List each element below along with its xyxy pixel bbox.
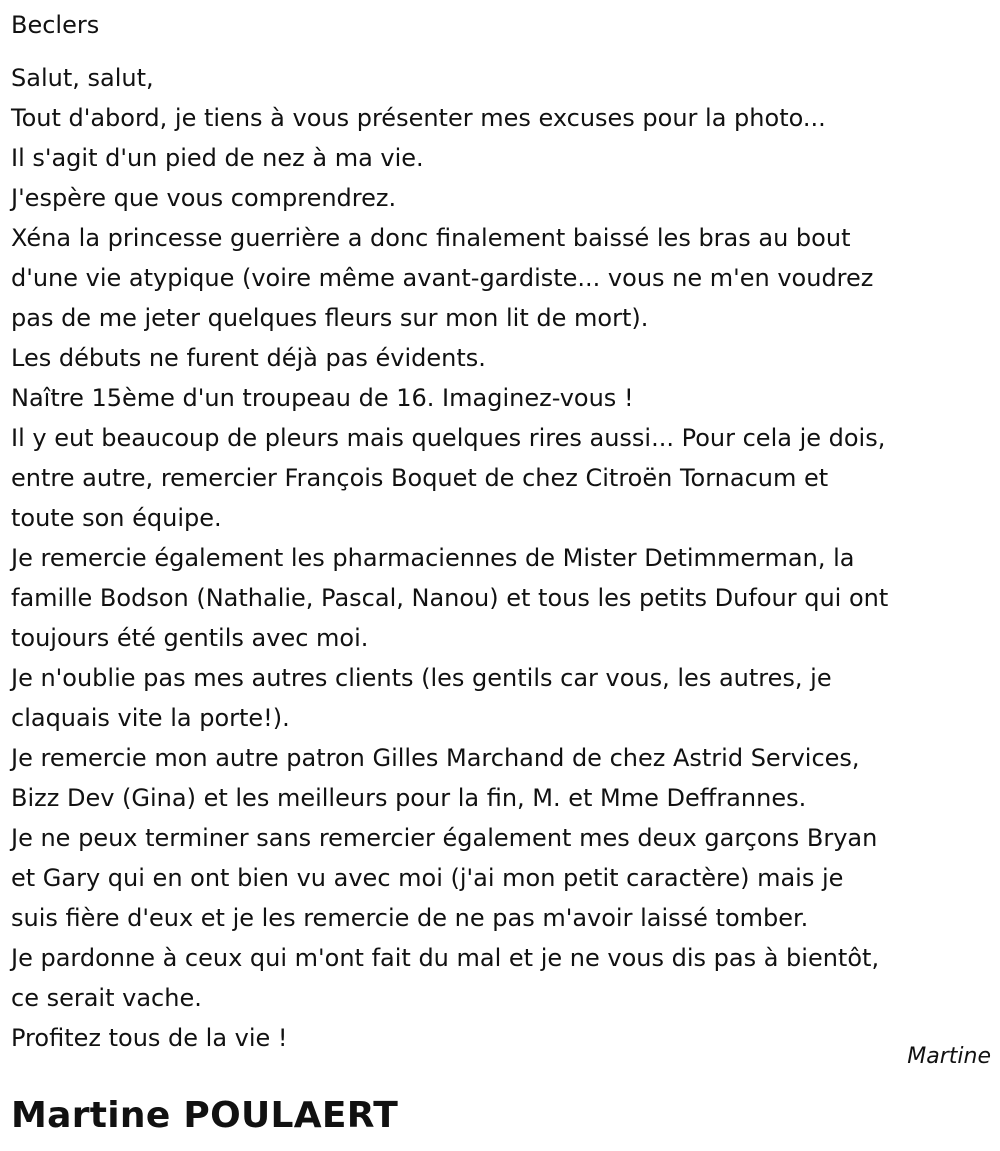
location-heading: Beclers [11,11,100,39]
farewell-message [11,58,996,1058]
message-line: Je pardonne à ceux qui m'ont fait du mal et je ne vous dis pas à bientôt, [11,944,880,972]
message-line: toujours été gentils avec moi. [11,624,369,652]
message-line: Je remercie également les pharmaciennes de Mister Detimmerman, la [11,544,855,572]
message-line: Salut, salut, [11,64,154,92]
message-line: Les débuts ne furent déjà pas évidents. [11,344,486,372]
message-line: Tout d'abord, je tiens à vous présenter mes excuses pour la photo... [11,104,826,132]
message-line: pas de me jeter quelques fleurs sur mon lit de mort). [11,304,649,332]
message-line: Il s'agit d'un pied de nez à ma vie. [11,144,424,172]
message-line: claquais vite la porte!). [11,704,290,732]
message-line: Je n'oublie pas mes autres clients (les gentils car vous, les autres, je [11,664,832,692]
message-line: suis fière d'eux et je les remercie de ne pas m'avoir laissé tomber. [11,904,809,932]
message-line: Il y eut beaucoup de pleurs mais quelques rires aussi... Pour cela je dois, [11,424,886,452]
obituary-page [11,0,991,1151]
message-line: Naître 15ème d'un troupeau de 16. Imaginez-vous ! [11,384,634,412]
message-line: ce serait vache. [11,984,202,1012]
message-line: Bizz Dev (Gina) et les meilleurs pour la fin, M. et Mme Deffrannes. [11,784,807,812]
message-line: famille Bodson (Nathalie, Pascal, Nanou) et tous les petits Dufour qui ont [11,584,889,612]
deceased-name: Martine POULAERT [11,1095,399,1136]
message-line: Profitez tous de la vie ! [11,1024,288,1052]
message-line: toute son équipe. [11,504,222,532]
message-line: Je remercie mon autre patron Gilles Marchand de chez Astrid Services, [11,744,860,772]
message-line: Xéna la princesse guerrière a donc finalement baissé les bras au bout [11,224,851,252]
signature: Martine [907,1044,991,1069]
message-line: J'espère que vous comprendrez. [11,184,397,212]
message-line: et Gary qui en ont bien vu avec moi (j'ai mon petit caractère) mais je [11,864,844,892]
message-line: d'une vie atypique (voire même avant-gardiste... vous ne m'en voudrez [11,264,874,292]
message-line: Je ne peux terminer sans remercier également mes deux garçons Bryan [11,824,878,852]
message-line: entre autre, remercier François Boquet de chez Citroën Tornacum et [11,464,829,492]
